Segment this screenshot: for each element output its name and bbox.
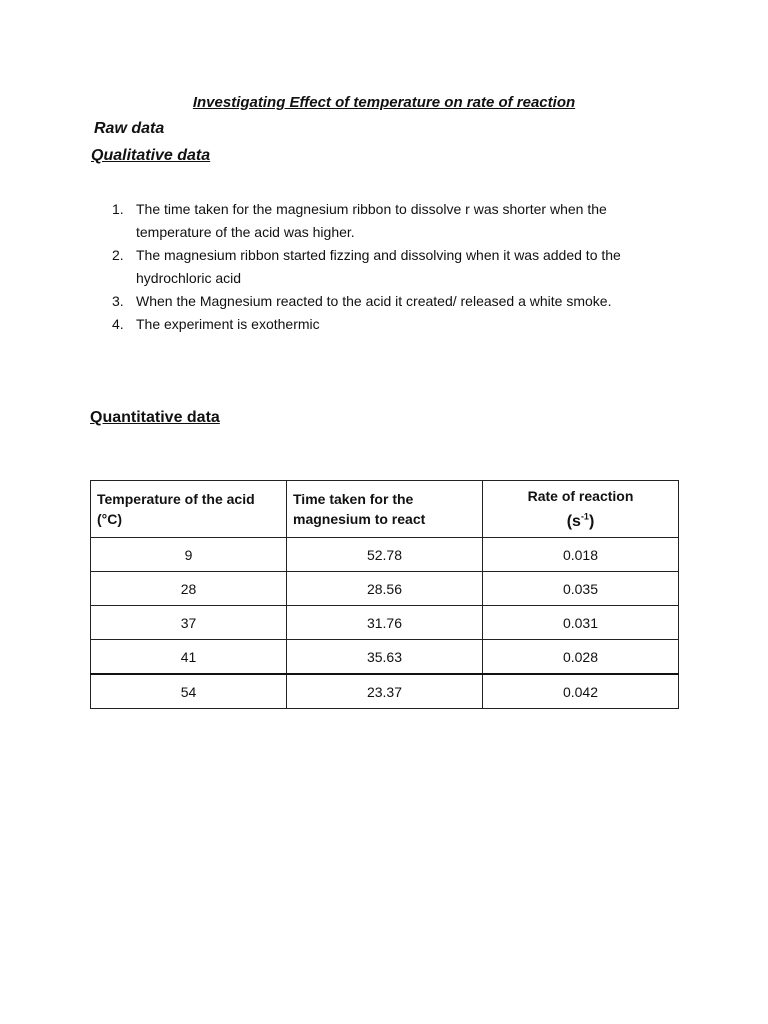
list-number: 1. xyxy=(112,201,124,217)
cell-rate: 0.035 xyxy=(483,572,679,606)
list-number: 4. xyxy=(112,316,124,332)
unit-base: (s xyxy=(566,512,581,530)
header-rate-label: Rate of reaction xyxy=(527,488,634,505)
cell-rate: 0.018 xyxy=(483,538,679,572)
cell-temperature: 41 xyxy=(91,640,287,675)
list-text: The time taken for the magnesium ribbon to dissolve r was shorter when the temperature of the acid was higher. xyxy=(136,201,607,240)
cell-time: 52.78 xyxy=(287,538,483,572)
cell-temperature: 9 xyxy=(91,538,287,572)
quantitative-data-heading: Quantitative data xyxy=(90,409,220,426)
list-item xyxy=(112,313,652,336)
header-temperature: Temperature of the acid (°C) xyxy=(91,481,287,538)
header-rate xyxy=(483,481,679,538)
header-rate-unit xyxy=(567,513,595,530)
list-number: 3. xyxy=(112,293,124,309)
observations-list xyxy=(112,198,652,336)
cell-temperature: 54 xyxy=(91,674,287,709)
table-row xyxy=(91,606,679,640)
cell-rate: 0.028 xyxy=(483,640,679,675)
list-number: 2. xyxy=(112,247,124,263)
results-table xyxy=(90,480,679,709)
cell-time: 23.37 xyxy=(287,674,483,709)
document-title: Investigating Effect of temperature on rate of reaction xyxy=(192,94,576,111)
raw-data-heading: Raw data xyxy=(94,120,165,137)
list-text: The magnesium ribbon started fizzing and dissolving when it was added to the hydrochloric acid xyxy=(136,247,621,286)
list-text: When the Magnesium reacted to the acid it created/ released a white smoke. xyxy=(136,293,612,309)
cell-time: 35.63 xyxy=(287,640,483,675)
list-item xyxy=(112,290,652,313)
table-row xyxy=(91,674,679,709)
list-item xyxy=(112,244,652,290)
table-row xyxy=(91,538,679,572)
table-header-row xyxy=(91,481,679,538)
unit-close: ) xyxy=(588,512,595,530)
table-row xyxy=(91,572,679,606)
cell-time: 28.56 xyxy=(287,572,483,606)
cell-time: 31.76 xyxy=(287,606,483,640)
list-item xyxy=(112,198,652,244)
table-row xyxy=(91,640,679,675)
unit-exponent: -1 xyxy=(580,511,589,522)
qualitative-data-heading: Qualitative data xyxy=(91,147,211,164)
cell-temperature: 28 xyxy=(91,572,287,606)
cell-rate: 0.042 xyxy=(483,674,679,709)
header-time-taken: Time taken for the magnesium to react xyxy=(287,481,483,538)
list-text: The experiment is exothermic xyxy=(136,316,320,332)
cell-rate: 0.031 xyxy=(483,606,679,640)
cell-temperature: 37 xyxy=(91,606,287,640)
